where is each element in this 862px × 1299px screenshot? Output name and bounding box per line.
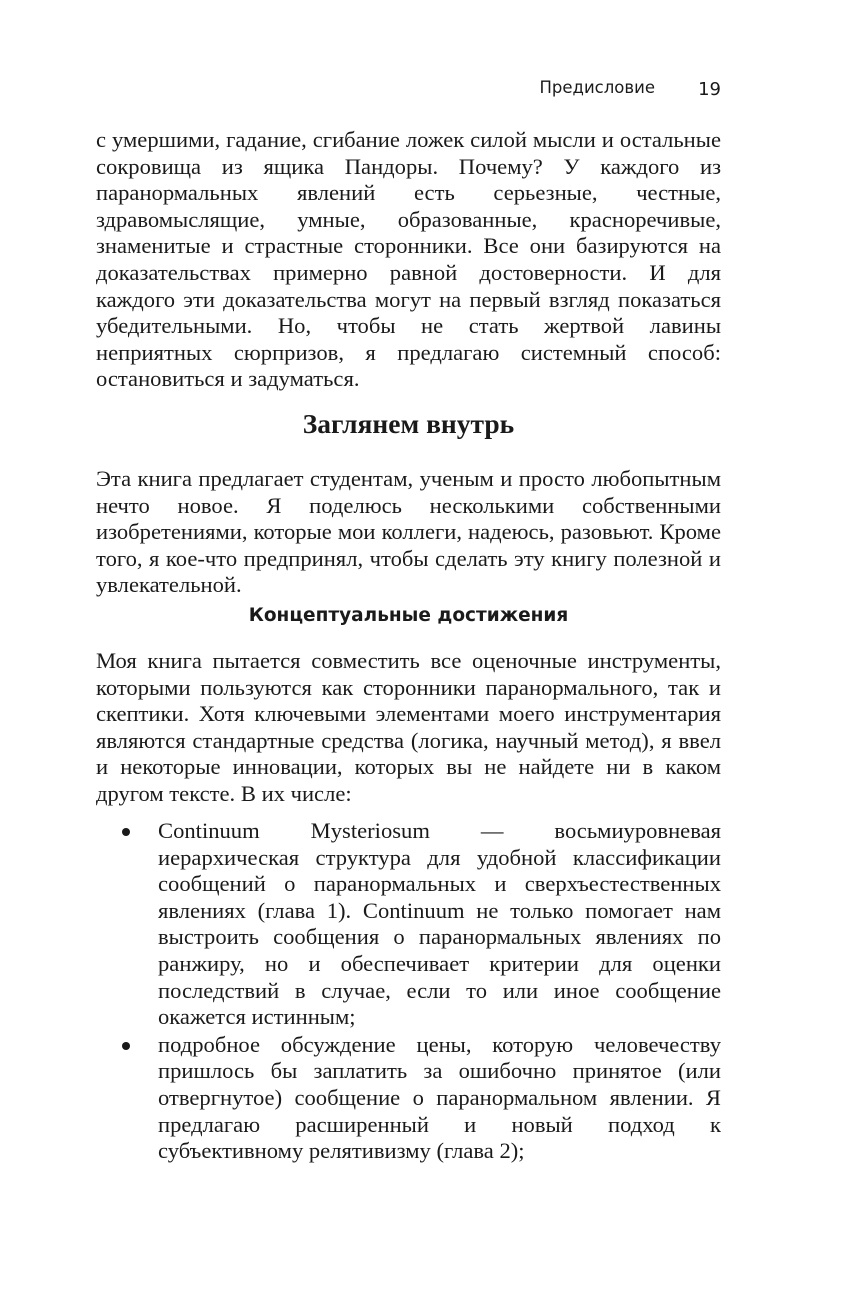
page-number: 19 <box>698 79 721 100</box>
paragraph-intro-continuation: с умершими, гадание, сгибание ложек силой мысли и остальные сокровища из ящика Пандоры. Почему? У каждого из паранормальных явлений есть серьезные, честные, здравомыслящие, умные, образованные, красноречивые, знаменитые и страстные сторонники. Все они базируются на доказательствах примерно равной достоверности. И для каждого эти доказательства могут на первый взгляд показаться убедительными. Но, чтобы не стать жертвой лавины неприятных сюрпризов, я предлагаю системный способ: остановиться и задуматься. <box>96 127 721 392</box>
running-head <box>96 78 721 102</box>
innovations-list <box>96 818 721 1166</box>
list-item-text: подробное обсуждение цены, которую человечеству пришлось бы заплатить за ошибочно принятое (или отвергнутое) сообщение о паранормальном явлении. Я предлагаю расширенный и новый подход к субъективному релятивизму (глава 2); <box>158 1031 721 1164</box>
paragraph-tools: Моя книга пытается совместить все оценочные инструменты, которыми пользуются как сторонники паранормального, так и скептики. Хотя ключевыми элементами моего инструментария являются стандартные средства (логика, научный метод), я ввел и некоторые инновации, которых вы не найдете ни в каком другом тексте. В их числе: <box>96 648 721 806</box>
running-head-section: Предисловие <box>539 78 655 97</box>
list-item <box>96 818 721 1031</box>
list-item-text: Continuum Mysteriosum — восьмиуровневая иерархическая структура для удобной классификации сообщений о паранормальных и сверхъестественных явлениях (глава 1). Continuum не только помогает нам выстроить сообщения о паранормальных явлениях по ранжиру, но и обеспечивает критерии для оценки последствий в случае, если то или иное сообщение окажется истинным; <box>158 818 721 1030</box>
section-title: Заглянем внутрь <box>302 408 515 439</box>
bullet-icon <box>122 828 130 836</box>
bullet-icon <box>122 1042 130 1050</box>
subsection-title: Концептуальные достижения <box>248 605 569 626</box>
paragraph-book-offer: Эта книга предлагает студентам, ученым и просто любопытным нечто новое. Я поделюсь несколькими собственными изобретениями, которые мои коллеги, надеюсь, разовьют. Кроме того, я кое-что предпринял, чтобы сделать эту книгу полезной и увлекательной. <box>96 466 721 598</box>
list-item <box>96 1032 721 1165</box>
